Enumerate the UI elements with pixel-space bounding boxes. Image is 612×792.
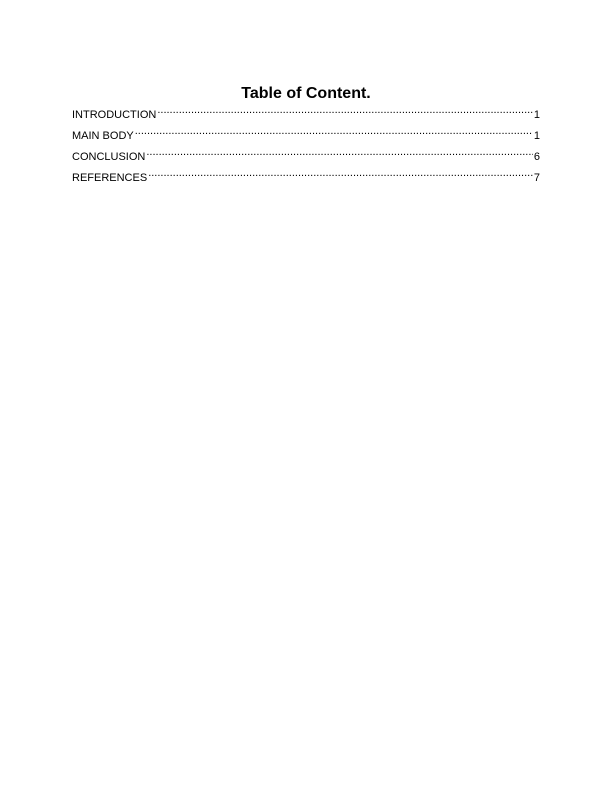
toc-title: Table of Content. — [241, 85, 371, 102]
toc-entry-page-number: 6 — [533, 151, 540, 163]
toc-dot-leader — [146, 144, 533, 160]
toc-entry-conclusion[interactable] — [72, 144, 540, 165]
toc-entry-introduction[interactable] — [72, 102, 540, 123]
toc-entry-label: CONCLUSION — [72, 151, 146, 163]
toc-entry-label: MAIN BODY — [72, 130, 134, 142]
toc-entry-label: INTRODUCTION — [72, 109, 157, 121]
toc-dot-leader — [148, 165, 533, 181]
toc-dot-leader — [135, 123, 533, 139]
table-of-contents — [72, 102, 540, 186]
toc-entry-label: REFERENCES — [72, 172, 148, 184]
toc-entry-main-body[interactable] — [72, 123, 540, 144]
toc-entry-page-number: 1 — [533, 130, 540, 142]
toc-entry-page-number: 1 — [533, 109, 540, 121]
toc-entry-references[interactable] — [72, 165, 540, 186]
toc-entry-page-number: 7 — [533, 172, 540, 184]
toc-dot-leader — [157, 102, 533, 118]
